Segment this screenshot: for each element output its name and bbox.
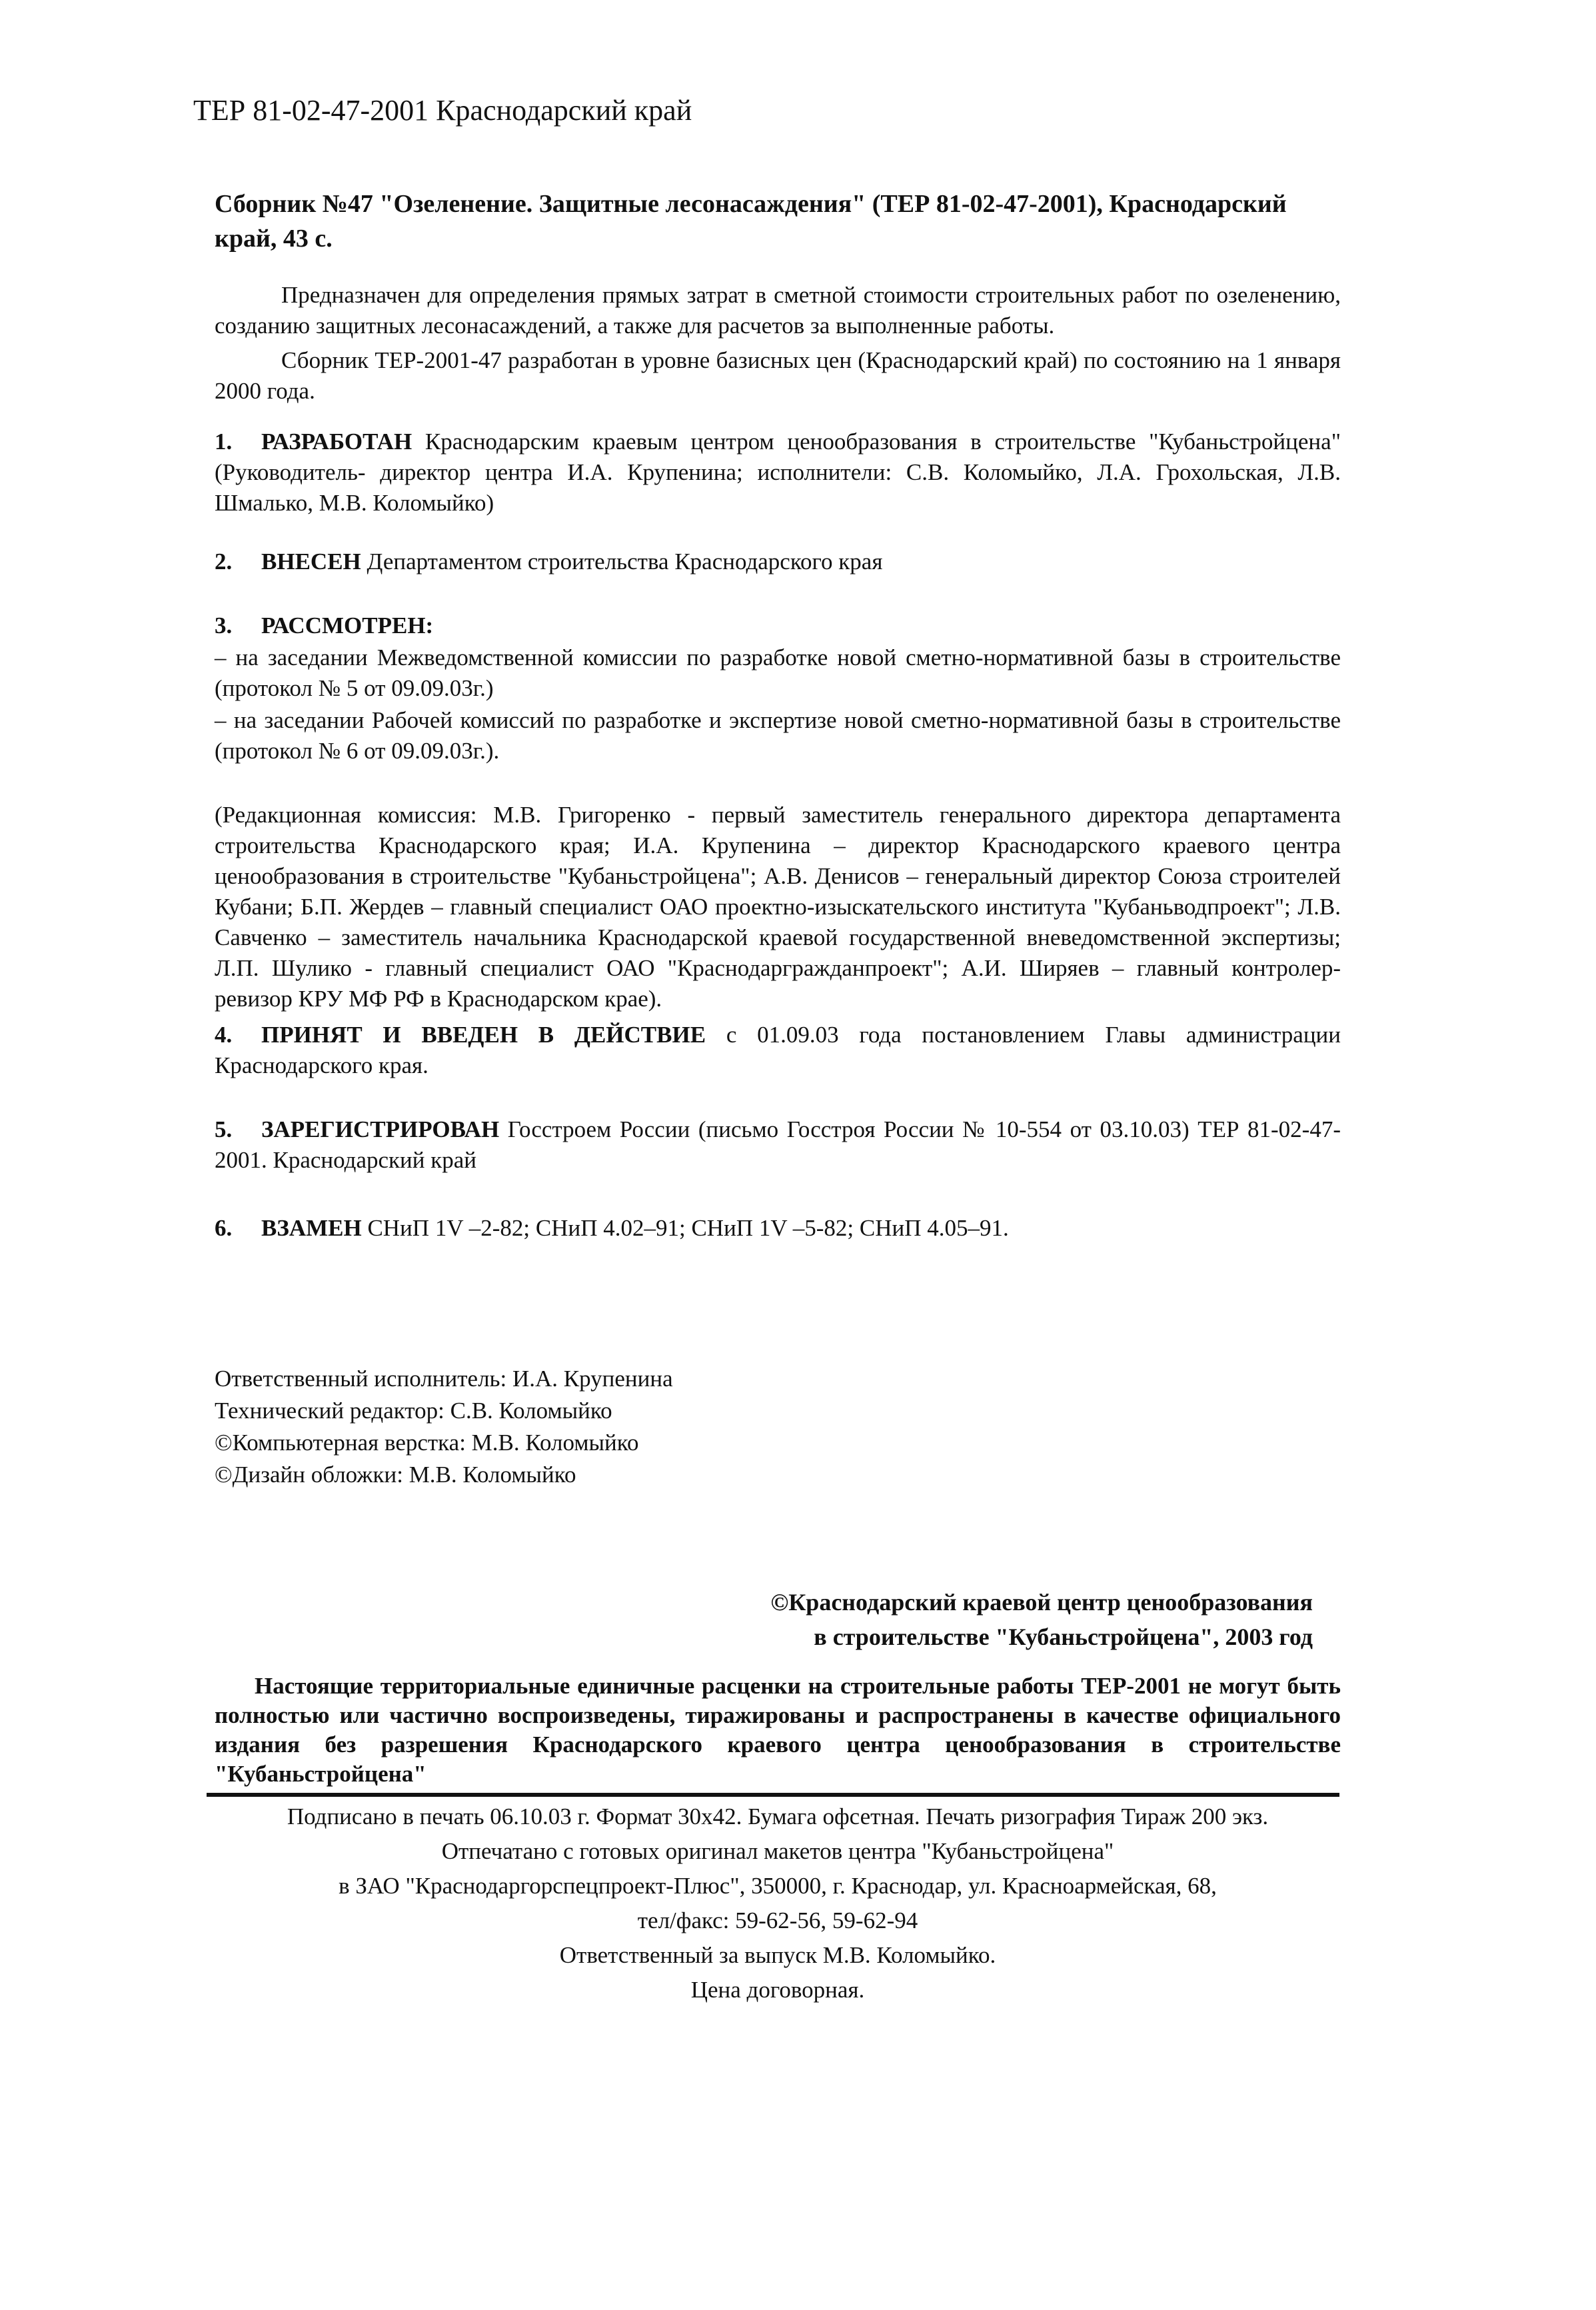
item-developed (215, 427, 1341, 519)
copyright-block (733, 1585, 1313, 1654)
document-header: ТЕР 81-02-47-2001 Краснодарский край (193, 94, 692, 127)
reproduction-notice-text: Настоящие территориальные единичные расценки на строительные работы ТЕР-2001 не могут быть полностью или частично воспроизведены, тиражированы и распространены в качестве официального издания без разрешения Краснодарского краевого центра ценообразования в строительстве "Кубаньстройцена" (215, 1673, 1341, 1787)
item-text: СНиП 1V –2-82; СНиП 4.02–91; СНиП 1V –5-82; СНиП 4.05–91. (361, 1215, 1009, 1241)
item-heading: РАССМОТРЕН: (261, 612, 434, 638)
item-heading: ВЗАМЕН (261, 1215, 362, 1241)
credit-technical-editor: Технический редактор: С.В. Коломыйко (215, 1398, 612, 1424)
item-number: 5. (215, 1116, 233, 1142)
item-introduced (215, 547, 1341, 577)
item-registered (215, 1114, 1341, 1176)
credit-responsible-executor: Ответственный исполнитель: И.А. Крупенина (215, 1366, 673, 1392)
imprint-phone-fax: тел/факс: 59-62-56, 59-62-94 (637, 1907, 918, 1933)
intro-section (215, 280, 1341, 411)
editorial-commission (215, 800, 1341, 1014)
credit-cover-design: ©Дизайн обложки: М.В. Коломыйко (215, 1462, 576, 1488)
item-heading: ЗАРЕГИСТРИРОВАН (261, 1116, 500, 1142)
intro-paragraph-purpose: Предназначен для определения прямых затрат в сметной стоимости строительных работ по озеленению, созданию защитных лесонасаждений, а также для расчетов за выполненные работы. (215, 282, 1341, 339)
collection-title: Сборник №47 "Озеленение. Защитные лесонасаждения" (ТЕР 81-02-47-2001), Краснодарский край, 43 с. (215, 190, 1287, 253)
item-reviewed (215, 610, 1341, 766)
item-heading: ПРИНЯТ И ВВЕДЕН В ДЕЙСТВИЕ (261, 1022, 706, 1048)
item-reviewed-interdepartmental: – на заседании Межведомственной комиссии по разработке новой сметно-нормативной базы в строительстве (протокол № 5 от 09.09.03г.) (215, 644, 1341, 701)
item-text: Госстроем России (письмо Госстроя России № 10-554 от 03.10.03) ТЕР 81-02-47-2001. Краснодарский край (215, 1116, 1341, 1173)
editorial-commission-text: (Редакционная комиссия: М.В. Григоренко - первый заместитель генерального директора департамента строительства Краснодарского края; И.А. Крупенина – директор Краснодарского краевого центра ценообразования в строительстве "Кубаньстройцена"; А.В. Денисов – генеральный директор Союза строителей Кубани; Б.П. Жердев – главный специалист ОАО проектно-изыскательского института "Кубаньводпроект"; Л.В. Савченко – заместитель начальника Краснодарской краевой государственной вневедомственной экспертизы; Л.П. Шулико - главный специалист ОАО "Краснодаргражданпроект"; А.И. Ширяев – главный контролер-ревизор КРУ МФ РФ в Краснодарском крае). (215, 802, 1341, 1012)
copyright-line-1: ©Краснодарский краевой центр ценообразования (770, 1589, 1313, 1616)
item-number: 2. (215, 549, 233, 575)
reproduction-notice (215, 1672, 1341, 1789)
item-text: Департаментом строительства Краснодарского края (361, 549, 883, 575)
item-number: 6. (215, 1215, 233, 1241)
item-number: 4. (215, 1022, 233, 1048)
intro-paragraph-price-level: Сборник ТЕР-2001-47 разработан в уровне базисных цен (Краснодарский край) по состоянию на 1 января 2000 года. (215, 347, 1341, 404)
item-text: Краснодарским краевым центром ценообразования в строительстве "Кубаньстройцена" (Руководитель- директор центра И.А. Крупенина; исполнители: С.В. Коломыйко, Л.А. Грохольская, Л.В. Шмалько, М.В. Коломыйко) (215, 429, 1341, 516)
credits-block (215, 1363, 1014, 1491)
horizontal-divider (207, 1793, 1339, 1797)
item-number: 1. (215, 429, 233, 455)
imprint-printer-address: в ЗАО "Краснодаргорспецпроект-Плюс", 350000, г. Краснодар, ул. Красноармейская, 68, (339, 1873, 1217, 1899)
imprint-print-details: Подписано в печать 06.10.03 г. Формат 30х42. Бумага офсетная. Печать ризография Тираж 200 экз. (287, 1803, 1269, 1829)
item-number: 3. (215, 612, 233, 638)
item-adopted (215, 1020, 1341, 1081)
item-heading: ВНЕСЕН (261, 549, 361, 575)
item-replaces (215, 1213, 1341, 1244)
item-text: с 01.09.03 года постановлением Главы администрации Краснодарского края. (215, 1022, 1341, 1078)
imprint-responsible-release: Ответственный за выпуск М.В. Коломыйко. (559, 1942, 996, 1968)
imprint-block (215, 1799, 1341, 2007)
credit-layout: ©Компьютерная верстка: М.В. Коломыйко (215, 1430, 639, 1456)
imprint-price: Цена договорная. (690, 1977, 865, 2003)
item-reviewed-working-commission: – на заседании Рабочей комиссий по разработке и экспертизе новой сметно-нормативной базы в строительстве (протокол № 6 от 09.09.03г.). (215, 707, 1341, 764)
item-heading: РАЗРАБОТАН (261, 429, 412, 455)
imprint-printed-from: Отпечатано с готовых оригинал макетов центра "Кубаньстройцена" (441, 1838, 1114, 1864)
copyright-line-2: в строительстве "Кубаньстройцена", 2003 год (814, 1624, 1313, 1650)
